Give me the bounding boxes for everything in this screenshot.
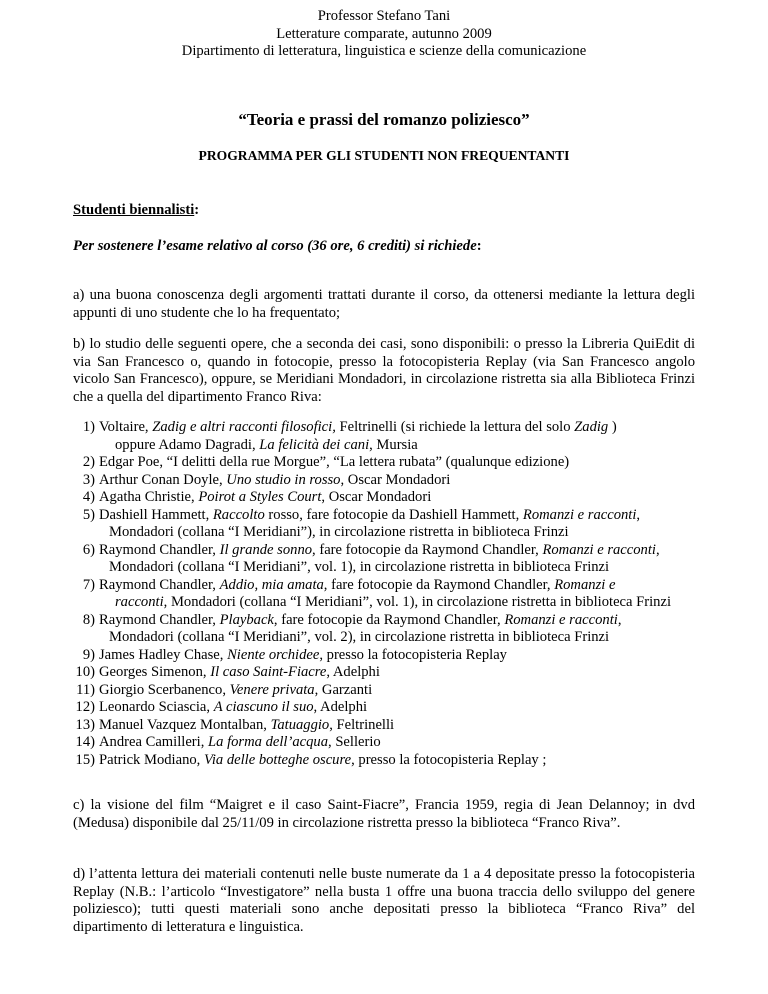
works-list	[73, 419, 723, 769]
list-item: 11) Giorgio Scerbanenco, Venere privata, Garzanti	[76, 681, 373, 698]
list-item: 2) Edgar Poe, “I delitti della rue Morgue”, “La lettera rubata” (qualunque edizione)	[82, 454, 570, 470]
list-item: 4) Agatha Christie, Poirot a Styles Court, Oscar Mondadori	[82, 489, 432, 505]
list-item: 6) Raymond Chandler, Il grande sonno, fare fotocopie da Raymond Chandler, Romanzi e racconti, Mondadori (collana “I Meridiani”, vol. 1), in circolazione ristretta in biblioteca Frinzi	[82, 541, 660, 575]
list-item: 12) Leonardo Sciascia, A ciascuno il suo, Adelphi	[75, 699, 368, 715]
list-item: 13) Manuel Vazquez Montalban, Tatuaggio, Feltrinelli	[75, 716, 395, 733]
list-item: 8) Raymond Chandler, Playback, fare fotocopie da Raymond Chandler, Romanzi e racconti, Mondadori (collana “I Meridiani”, vol. 2), in circolazione ristretta in biblioteca Frinzi	[82, 611, 622, 645]
paragraph-a: a) una buona conoscenza degli argomenti trattati durante il corso, da ottenersi mediante la lettura degli appunti di uno studente che lo ha frequentato;	[73, 287, 695, 321]
paragraph-d: d) l’attenta lettura dei materiali contenuti nelle buste numerate da 1 a 4 depositate presso la fotocopisteria Replay (N.B.: l’articolo “Investigatore” nella busta 1 offre una buona traccia dello sviluppo del genere poliziesco); tutti questi materiali sono anche depositati presso la biblioteca “Franco Riva” del dipartimento di letteratura e linguistica.	[73, 866, 695, 935]
department-name: Dipartimento di letteratura, linguistica e scienze della comunicazione	[181, 43, 587, 59]
program-subtitle: PROGRAMMA PER GLI STUDENTI NON FREQUENTANTI	[198, 148, 570, 163]
paragraph-c: c) la visione del film “Maigret e il caso Saint-Fiacre”, Francia 1959, regia di Jean Delannoy; in dvd (Medusa) disponibile dal 25/11/09 in circolazione ristretta presso la biblioteca “Franco Riva”.	[73, 797, 695, 831]
document-header	[0, 8, 768, 61]
list-item: 10) Georges Simenon, Il caso Saint-Fiacre, Adelphi	[75, 664, 380, 680]
professor-name: Professor Stefano Tani	[317, 8, 451, 24]
list-item: 7) Raymond Chandler, Addio, mia amata, fare fotocopie da Raymond Chandler, Romanzi e racconti, Mondadori (collana “I Meridiani”, vol. 1), in circolazione ristretta in biblioteca Frinzi	[82, 576, 672, 610]
requirement-line: Per sostenere l’esame relativo al corso (36 ore, 6 crediti) si richiede:	[73, 238, 482, 254]
paragraph-b: b) lo studio delle seguenti opere, che a seconda dei casi, sono disponibili: o presso la Libreria QuiEdit di via San Francesco o, quando in fotocopie, presso la fotocopisteria Replay (via San Francesco angolo vicolo San Francesco), oppure, se Meridiani Mondadori, in circolazione ristretta sia alla Biblioteca Frinzi che a quella del dipartimento Franco Riva:	[73, 336, 695, 405]
list-item: 15) Patrick Modiano, Via delle botteghe oscure, presso la fotocopisteria Replay ;	[75, 751, 547, 768]
list-item: 14) Andrea Camilleri, La forma dell’acqua, Sellerio	[75, 734, 381, 750]
course-term: Letterature comparate, autunno 2009	[276, 25, 492, 42]
section-heading: Studenti biennalisti:	[73, 202, 200, 218]
list-item: 3) Arthur Conan Doyle, Uno studio in rosso, Oscar Mondadori	[82, 471, 451, 488]
requirement-text: Per sostenere l’esame relativo al corso (36 ore, 6 crediti) si richiede	[73, 238, 477, 254]
course-title: “Teoria e prassi del romanzo poliziesco”	[238, 110, 530, 129]
list-item: 1) Voltaire, Zadig e altri racconti filosofici, Feltrinelli (si richiede la lettura del solo Zadig ) oppure Adamo Dagradi, La felicità dei cani, Mursia	[82, 419, 617, 453]
list-item: 9) James Hadley Chase, Niente orchidee, presso la fotocopisteria Replay	[82, 646, 507, 663]
list-item: 5) Dashiell Hammett, Raccolto rosso, fare fotocopie da Dashiell Hammett, Romanzi e racconti, Mondadori (collana “I Meridiani”), in circolazione ristretta in biblioteca Frinzi	[82, 506, 641, 540]
section-heading-text: Studenti biennalisti	[73, 202, 195, 218]
